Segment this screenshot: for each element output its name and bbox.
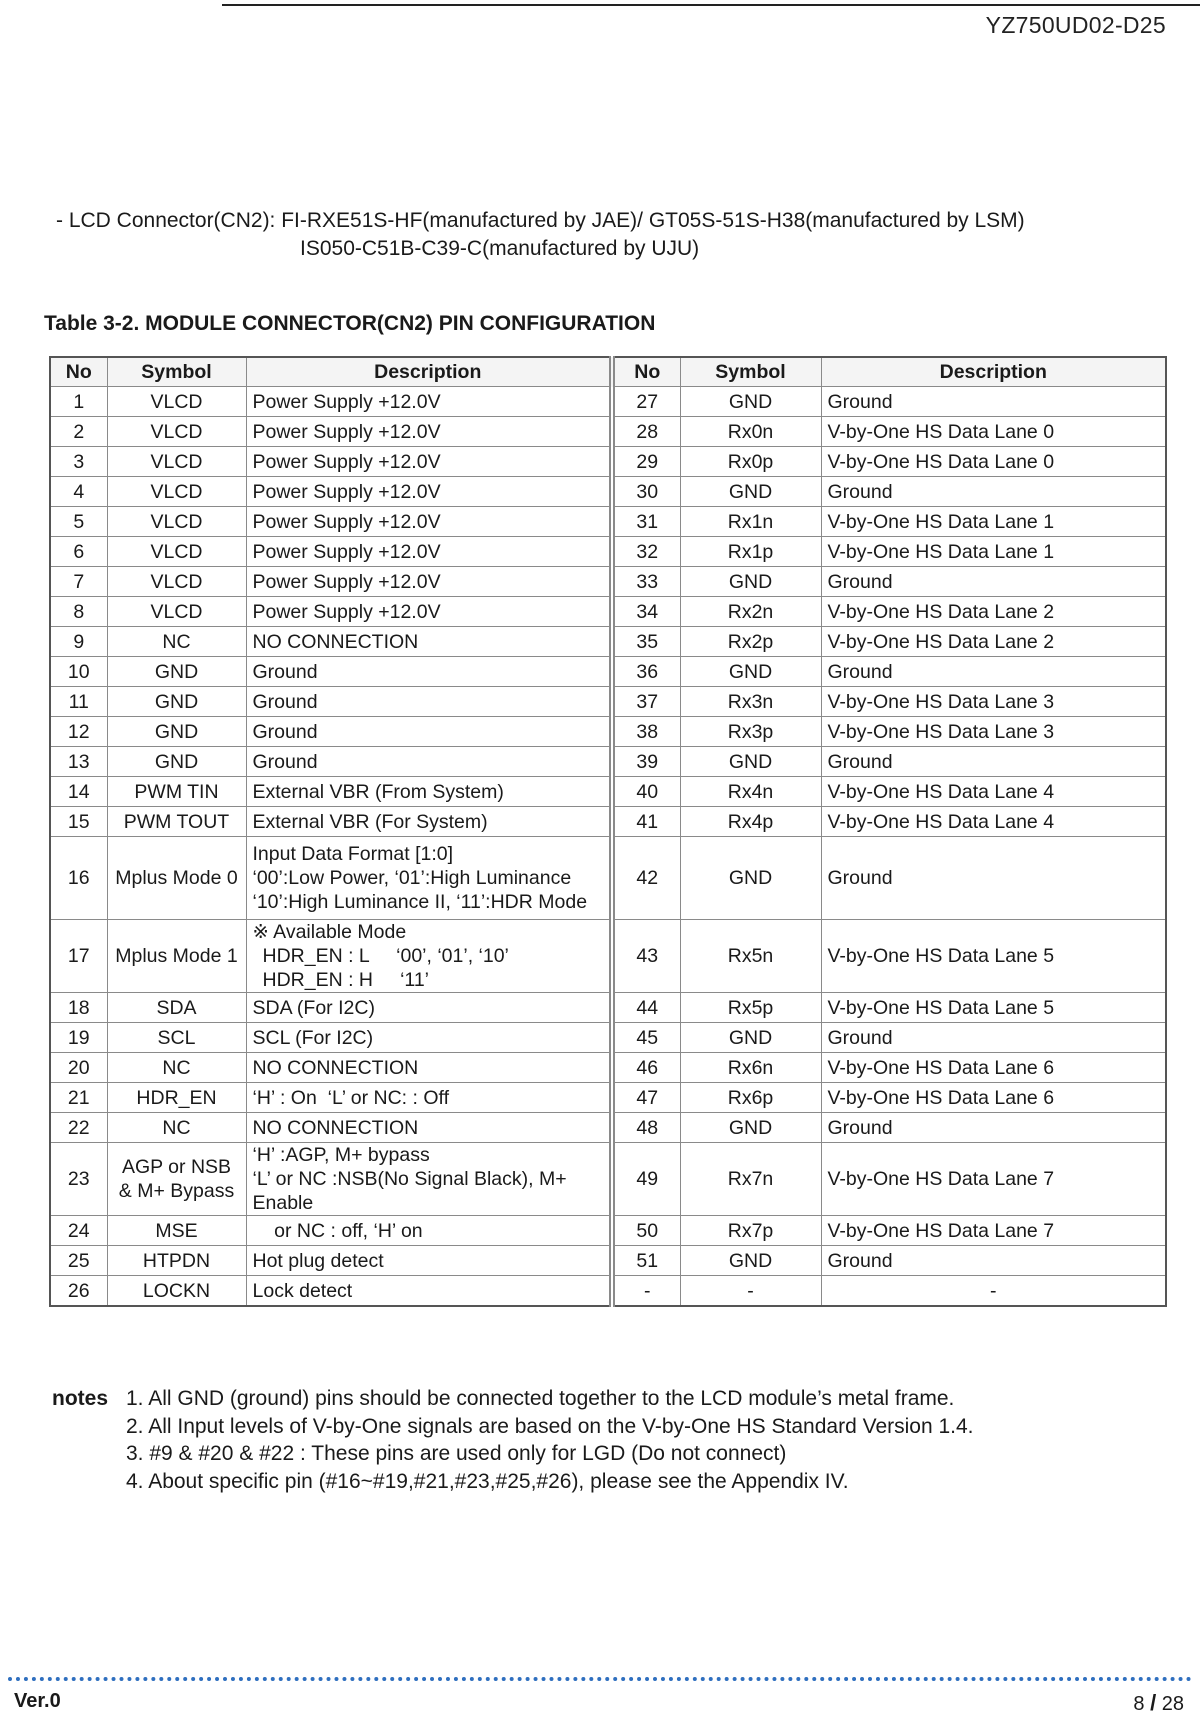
pin-symbol: NC [107,627,246,657]
pin-description: V-by-One HS Data Lane 7 [821,1143,1166,1216]
pin-number: 43 [612,920,680,993]
pin-description: Ground [821,477,1166,507]
table-row [50,1023,1166,1053]
table-row [50,1113,1166,1143]
pin-description: V-by-One HS Data Lane 5 [821,920,1166,993]
pin-number: 1 [50,387,107,417]
pin-number: 42 [612,837,680,920]
table-row [50,1246,1166,1276]
pin-description: Lock detect [246,1276,612,1307]
pin-symbol: Rx1p [680,537,821,567]
pin-number: 49 [612,1143,680,1216]
table-body-row23 [50,1143,1166,1216]
pin-number: 16 [50,837,107,920]
pin-number: 2 [50,417,107,447]
pin-description: NO CONNECTION [246,1113,612,1143]
pin-symbol: Rx2n [680,597,821,627]
table-row [50,1083,1166,1113]
pin-description: Power Supply +12.0V [246,567,612,597]
pin-symbol: GND [107,747,246,777]
pin-description: or NC : off, ‘H’ on [246,1216,612,1246]
pin-symbol: GND [680,387,821,417]
symbol-line: & M+ Bypass [118,1180,235,1202]
pin-number: 33 [612,567,680,597]
header-symbol-left: Symbol [107,357,246,387]
version-label: Ver.0 [14,1690,61,1712]
pin-description: Ground [821,747,1166,777]
pin-description: Ground [246,687,612,717]
pin-number: 30 [612,477,680,507]
pin-symbol: Rx0p [680,447,821,477]
pin-description: V-by-One HS Data Lane 3 [821,687,1166,717]
pin-symbol: VLCD [107,597,246,627]
pin-symbol: NC [107,1113,246,1143]
pin-number: 6 [50,537,107,567]
note-item: 1. All GND (ground) pins should be connected together to the LCD module’s metal frame. [126,1387,955,1410]
pin-number: 5 [50,507,107,537]
header-description-right: Description [821,357,1166,387]
pin-description: NO CONNECTION [246,1053,612,1083]
pin-symbol: GND [680,837,821,920]
table-row [50,597,1166,627]
pin-number: 48 [612,1113,680,1143]
table-body-top [50,387,1166,837]
pin-number: 11 [50,687,107,717]
pin-description: Power Supply +12.0V [246,597,612,627]
pin-symbol: Rx7n [680,1143,821,1216]
pin-description: Ground [821,657,1166,687]
pin-description: SDA (For I2C) [246,993,612,1023]
header-symbol-right: Symbol [680,357,821,387]
footer-dotted-rule [8,1677,1192,1681]
desc-line: Input Data Format [1:0] [252,843,454,865]
pin-number: 29 [612,447,680,477]
symbol-line: AGP or NSB [121,1156,232,1178]
pin-number: 39 [612,747,680,777]
pin-symbol: Mplus Mode 0 [107,837,246,920]
pin-symbol: VLCD [107,567,246,597]
pin-symbol: GND [680,657,821,687]
pin-number: 23 [50,1143,107,1216]
note-item: 4. About specific pin (#16~#19,#21,#23,#25,#26), please see the Appendix IV. [126,1469,849,1493]
table-row [50,447,1166,477]
pin-symbol: GND [680,567,821,597]
table-row [50,747,1166,777]
pin-number: 24 [50,1216,107,1246]
connector-line-2: IS050-C51B-C39-C(manufactured by UJU) [300,237,700,260]
pin-symbol: Rx5n [680,920,821,993]
page-number [1133,1690,1184,1716]
pin-description: V-by-One HS Data Lane 2 [821,627,1166,657]
connector-spec [56,207,1025,263]
note-item: 3. #9 & #20 & #22 : These pins are used only for LGD (Do not connect) [126,1442,787,1465]
pin-description: Power Supply +12.0V [246,507,612,537]
pin-number: 46 [612,1053,680,1083]
pin-number: 20 [50,1053,107,1083]
document-id: YZ750UD02-D25 [985,12,1166,38]
pin-symbol: Rx3p [680,717,821,747]
desc-line: ‘00’:Low Power, ‘01’:High Luminance [252,867,572,889]
pin-symbol: HTPDN [107,1246,246,1276]
pin-symbol: Rx0n [680,417,821,447]
pin-number: 51 [612,1246,680,1276]
pin-description: ‘H’ : On ‘L’ or NC: : Off [246,1083,612,1113]
pin-description: Power Supply +12.0V [246,477,612,507]
table-row [50,657,1166,687]
pin-description: - [821,1276,1166,1307]
table-body-mid [50,993,1166,1143]
pin-description: Power Supply +12.0V [246,447,612,477]
table-row [50,627,1166,657]
pin-description: Power Supply +12.0V [246,387,612,417]
pin-symbol: SCL [107,1023,246,1053]
desc-line: Enable [252,1192,314,1214]
header-no-right: No [612,357,680,387]
pin-number: 3 [50,447,107,477]
pin-symbol: VLCD [107,417,246,447]
pin-number: 31 [612,507,680,537]
table-row [50,1053,1166,1083]
table-row [50,920,1166,993]
pin-symbol: LOCKN [107,1276,246,1307]
pin-number: 14 [50,777,107,807]
pin-number: 21 [50,1083,107,1113]
pin-description: V-by-One HS Data Lane 5 [821,993,1166,1023]
pin-symbol: GND [680,1113,821,1143]
pin-symbol: Rx6p [680,1083,821,1113]
pin-description: V-by-One HS Data Lane 0 [821,447,1166,477]
pin-description: Ground [821,1113,1166,1143]
pin-number: 28 [612,417,680,447]
header-no-left: No [50,357,107,387]
pin-symbol: Rx4n [680,777,821,807]
pin-description: NO CONNECTION [246,627,612,657]
pin-description: Power Supply +12.0V [246,417,612,447]
table-title: Table 3-2. MODULE CONNECTOR(CN2) PIN CONFIGURATION [44,312,656,335]
pin-symbol: GND [107,687,246,717]
pin-description: External VBR (From System) [246,777,612,807]
desc-line: ※ Available Mode [252,921,407,943]
page-total: 28 [1161,1693,1184,1715]
pin-number: 44 [612,993,680,1023]
pin-number: 19 [50,1023,107,1053]
pin-number: 36 [612,657,680,687]
pin-number: 37 [612,687,680,717]
pin-number: 4 [50,477,107,507]
pin-description: Hot plug detect [246,1246,612,1276]
pin-description: Ground [821,567,1166,597]
pin-number: 45 [612,1023,680,1053]
table-body-mplus [50,837,1166,993]
pin-number: 47 [612,1083,680,1113]
pin-number: 32 [612,537,680,567]
pin-number: 9 [50,627,107,657]
page-current: 8 [1133,1693,1145,1715]
pin-number: 7 [50,567,107,597]
pin-description [246,1143,612,1216]
table-row [50,807,1166,837]
pin-symbol: VLCD [107,387,246,417]
pin-number: 22 [50,1113,107,1143]
pin-symbol: - [680,1276,821,1307]
pin-description: V-by-One HS Data Lane 6 [821,1083,1166,1113]
desc-line: HDR_EN : L ‘00’, ‘01’, ‘10’ [262,945,509,967]
connector-line-1: - LCD Connector(CN2): FI-RXE51S-HF(manufactured by JAE)/ GT05S-51S-H38(manufactured by LSM) [56,209,1025,232]
pin-description: Ground [246,747,612,777]
pin-description: Ground [821,1246,1166,1276]
pin-description [246,837,612,920]
table-row [50,717,1166,747]
pin-symbol: Rx7p [680,1216,821,1246]
pin-symbol: SDA [107,993,246,1023]
pin-description: V-by-One HS Data Lane 1 [821,507,1166,537]
table-row [50,387,1166,417]
table-row [50,1143,1166,1216]
pin-symbol: VLCD [107,447,246,477]
pin-symbol: VLCD [107,477,246,507]
pin-description: Ground [246,657,612,687]
pin-symbol: VLCD [107,537,246,567]
pin-number: 13 [50,747,107,777]
pin-number: 26 [50,1276,107,1307]
pin-symbol: Mplus Mode 1 [107,920,246,993]
pin-description: Ground [821,837,1166,920]
pin-symbol: GND [107,657,246,687]
pin-number: 8 [50,597,107,627]
table-header-row [50,357,1166,387]
table-row [50,837,1166,920]
pin-symbol: NC [107,1053,246,1083]
pin-symbol: Rx5p [680,993,821,1023]
pin-description: V-by-One HS Data Lane 1 [821,537,1166,567]
pin-symbol: GND [680,1023,821,1053]
desc-line: ‘H’ :AGP, M+ bypass [252,1144,430,1166]
pin-symbol: Rx2p [680,627,821,657]
pin-symbol: PWM TIN [107,777,246,807]
pin-symbol: Rx4p [680,807,821,837]
pin-number: 12 [50,717,107,747]
table-row [50,777,1166,807]
page-separator: / [1150,1690,1157,1715]
pin-number: 27 [612,387,680,417]
pin-symbol: HDR_EN [107,1083,246,1113]
note-item: 2. All Input levels of V-by-One signals are based on the V-by-One HS Standard Version 1.4. [126,1414,974,1438]
notes-list [126,1385,974,1495]
table-body-end [50,1216,1166,1307]
notes-label: notes [52,1387,109,1410]
pin-number: 18 [50,993,107,1023]
header-rule [222,4,1200,6]
table-row [50,507,1166,537]
pin-description: V-by-One HS Data Lane 4 [821,807,1166,837]
table-row [50,477,1166,507]
table-row [50,537,1166,567]
pin-description: Power Supply +12.0V [246,537,612,567]
pin-configuration-table [49,356,1167,1307]
table-row [50,567,1166,597]
pin-symbol: VLCD [107,507,246,537]
pin-description: Ground [246,717,612,747]
pin-symbol [107,1143,246,1216]
pin-symbol: Rx6n [680,1053,821,1083]
pin-symbol: GND [680,747,821,777]
pin-description: V-by-One HS Data Lane 7 [821,1216,1166,1246]
pin-description: External VBR (For System) [246,807,612,837]
pin-description: V-by-One HS Data Lane 4 [821,777,1166,807]
pin-symbol: PWM TOUT [107,807,246,837]
pin-number: 35 [612,627,680,657]
pin-description: Ground [821,1023,1166,1053]
table-row [50,1216,1166,1246]
pin-description: V-by-One HS Data Lane 3 [821,717,1166,747]
pin-symbol: MSE [107,1216,246,1246]
pin-description: Ground [821,387,1166,417]
pin-symbol: GND [107,717,246,747]
pin-symbol: GND [680,477,821,507]
pin-symbol: GND [680,1246,821,1276]
header-description-left: Description [246,357,612,387]
pin-number: 38 [612,717,680,747]
desc-line: ‘10’:High Luminance II, ‘11’:HDR Mode [252,891,588,913]
pin-number: - [612,1276,680,1307]
pin-number: 15 [50,807,107,837]
desc-line: ‘L’ or NC :NSB(No Signal Black), M+ [252,1168,567,1190]
desc-line: HDR_EN : H ‘11’ [262,969,430,991]
table-row [50,993,1166,1023]
pin-number: 40 [612,777,680,807]
pin-number: 10 [50,657,107,687]
pin-number: 34 [612,597,680,627]
pin-description [246,920,612,993]
pin-description: V-by-One HS Data Lane 0 [821,417,1166,447]
pin-number: 50 [612,1216,680,1246]
table-row [50,417,1166,447]
table-row [50,1276,1166,1307]
pin-symbol: Rx3n [680,687,821,717]
pin-description: SCL (For I2C) [246,1023,612,1053]
pin-number: 17 [50,920,107,993]
pin-number: 41 [612,807,680,837]
pin-number: 25 [50,1246,107,1276]
pin-symbol: Rx1n [680,507,821,537]
table-row [50,687,1166,717]
pin-description: V-by-One HS Data Lane 6 [821,1053,1166,1083]
pin-description: V-by-One HS Data Lane 2 [821,597,1166,627]
